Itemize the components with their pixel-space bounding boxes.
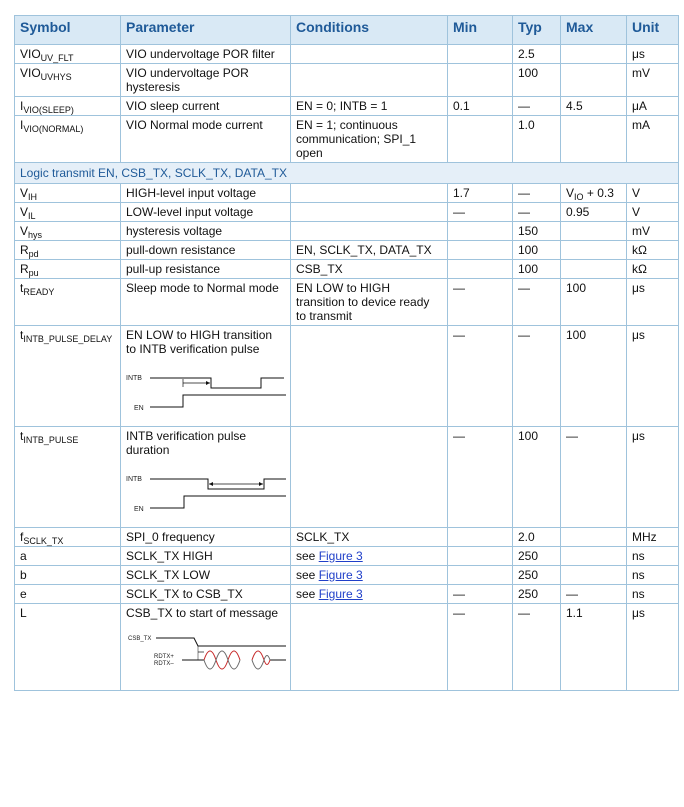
unit-cell: mV <box>627 222 679 241</box>
electrical-characteristics-table <box>14 15 679 691</box>
conditions-cell: SCLK_TX <box>291 528 448 547</box>
table-row <box>15 326 679 427</box>
unit-cell: μs <box>627 45 679 64</box>
conditions-cell <box>291 222 448 241</box>
conditions-cell: see Figure 3 <box>291 585 448 604</box>
parameter-cell: Sleep mode to Normal mode <box>121 279 291 326</box>
csb-to-message-timing-diagram <box>126 632 286 678</box>
min-cell: — <box>448 279 513 326</box>
unit-cell: μs <box>627 604 679 691</box>
header-conditions: Conditions <box>291 16 448 45</box>
parameter-cell: SPI_0 frequency <box>121 528 291 547</box>
section-title: Logic transmit EN, CSB_TX, SCLK_TX, DATA_TX <box>15 163 679 184</box>
unit-cell: kΩ <box>627 241 679 260</box>
table-row <box>15 585 679 604</box>
conditions-cell: EN LOW to HIGH transition to device ready to transmit <box>291 279 448 326</box>
symbol-cell: $t_{INTB\_PULSE\_DELAY}$ <box>15 326 121 427</box>
intb-label: INTB <box>126 476 142 483</box>
max-cell <box>561 116 627 163</box>
symbol-cell: $t_{INTB\_PULSE}$ <box>15 427 121 528</box>
typ-cell: — <box>513 184 561 203</box>
conditions-cell <box>291 427 448 528</box>
symbol-cell: L <box>15 604 121 691</box>
parameter-cell: SCLK_TX to CSB_TX <box>121 585 291 604</box>
rdtx-minus-label: RDTX– <box>154 661 174 667</box>
rdtx-plus-label: RDTX+ <box>154 654 174 660</box>
conditions-cell: EN = 0; INTB = 1 <box>291 97 448 116</box>
min-cell <box>448 528 513 547</box>
min-cell <box>448 547 513 566</box>
table-row <box>15 241 679 260</box>
max-cell: 0.95 <box>561 203 627 222</box>
symbol-cell: $R_{pd}$ <box>15 241 121 260</box>
table-row <box>15 260 679 279</box>
table-row <box>15 427 679 528</box>
max-cell <box>561 64 627 97</box>
max-cell: 100 <box>561 279 627 326</box>
parameter-cell: VIO undervoltage POR filter <box>121 45 291 64</box>
table-row <box>15 116 679 163</box>
conditions-cell <box>291 604 448 691</box>
unit-cell: kΩ <box>627 260 679 279</box>
table-row <box>15 528 679 547</box>
symbol-cell: $V_{IL}$ <box>15 203 121 222</box>
symbol-cell: $t_{READY}$ <box>15 279 121 326</box>
max-cell <box>561 45 627 64</box>
typ-cell: — <box>513 279 561 326</box>
typ-cell: 250 <box>513 585 561 604</box>
min-cell <box>448 260 513 279</box>
header-typ: Typ <box>513 16 561 45</box>
conditions-cell <box>291 45 448 64</box>
header-parameter: Parameter <box>121 16 291 45</box>
header-symbol: Symbol <box>15 16 121 45</box>
symbol-cell: $V_{IH}$ <box>15 184 121 203</box>
header-max: Max <box>561 16 627 45</box>
min-cell <box>448 116 513 163</box>
typ-cell: — <box>513 326 561 427</box>
parameter-cell: LOW-level input voltage <box>121 203 291 222</box>
symbol-cell: b <box>15 566 121 585</box>
table-row <box>15 64 679 97</box>
unit-cell: V <box>627 184 679 203</box>
table-row <box>15 547 679 566</box>
conditions-cell: see Figure 3 <box>291 547 448 566</box>
max-cell <box>561 222 627 241</box>
typ-cell: 2.5 <box>513 45 561 64</box>
max-cell: — <box>561 585 627 604</box>
parameter-cell: pull-up resistance <box>121 260 291 279</box>
conditions-cell: CSB_TX <box>291 260 448 279</box>
en-label: EN <box>134 506 144 513</box>
table-row <box>15 222 679 241</box>
typ-cell: — <box>513 97 561 116</box>
max-cell <box>561 241 627 260</box>
typ-cell: 2.0 <box>513 528 561 547</box>
table-row <box>15 45 679 64</box>
table-row <box>15 604 679 691</box>
unit-cell: ns <box>627 547 679 566</box>
intb-label: INTB <box>126 375 142 382</box>
conditions-cell: EN = 1; continuous communication; SPI_1 open <box>291 116 448 163</box>
symbol-cell: a <box>15 547 121 566</box>
unit-cell: μA <box>627 97 679 116</box>
en-waveform <box>150 395 286 407</box>
min-cell: — <box>448 427 513 528</box>
table-row <box>15 203 679 222</box>
conditions-cell: EN, SCLK_TX, DATA_TX <box>291 241 448 260</box>
min-cell: — <box>448 585 513 604</box>
parameter-text: INTB verification pulse duration <box>126 429 247 457</box>
header-row <box>15 16 679 45</box>
en-waveform <box>150 496 286 508</box>
header-unit: Unit <box>627 16 679 45</box>
max-cell: — <box>561 427 627 528</box>
typ-cell: 100 <box>513 260 561 279</box>
symbol-cell: $I_{VIO(NORMAL)}$ <box>15 116 121 163</box>
symbol-cell: $R_{pu}$ <box>15 260 121 279</box>
min-cell: — <box>448 326 513 427</box>
conditions-cell <box>291 203 448 222</box>
typ-cell: 250 <box>513 547 561 566</box>
conditions-cell <box>291 64 448 97</box>
csb-tx-label: CSB_TX <box>128 636 152 642</box>
figure-3-link[interactable]: Figure 3 <box>318 568 363 582</box>
symbol-cell: $I_{VIO(SLEEP)}$ <box>15 97 121 116</box>
symbol-cell: $VIO_{UVHYS}$ <box>15 64 121 97</box>
typ-cell: 250 <box>513 566 561 585</box>
conditions-cell <box>291 184 448 203</box>
csb-tx-waveform <box>156 638 286 646</box>
typ-cell: 100 <box>513 64 561 97</box>
figure-3-link[interactable]: Figure 3 <box>318 549 363 563</box>
symbol-cell: $V_{hys}$ <box>15 222 121 241</box>
min-cell: — <box>448 604 513 691</box>
max-cell <box>561 260 627 279</box>
parameter-cell: hysteresis voltage <box>121 222 291 241</box>
min-cell: 0.1 <box>448 97 513 116</box>
unit-cell: μs <box>627 427 679 528</box>
unit-cell: V <box>627 203 679 222</box>
parameter-cell: pull-down resistance <box>121 241 291 260</box>
min-cell <box>448 222 513 241</box>
table-row <box>15 566 679 585</box>
parameter-text: EN LOW to HIGH transition to INTB verification pulse <box>126 328 273 356</box>
max-cell: 1.1 <box>561 604 627 691</box>
max-cell <box>561 528 627 547</box>
min-cell <box>448 566 513 585</box>
symbol-cell: $VIO_{UV\_FLT}$ <box>15 45 121 64</box>
max-cell: 100 <box>561 326 627 427</box>
typ-cell: 1.0 <box>513 116 561 163</box>
max-cell: 4.5 <box>561 97 627 116</box>
section-row <box>15 163 679 184</box>
unit-cell: MHz <box>627 528 679 547</box>
intb-delay-timing-diagram <box>126 368 286 414</box>
header-min: Min <box>448 16 513 45</box>
min-cell <box>448 241 513 260</box>
symbol-cell: $f_{SCLK\_TX}$ <box>15 528 121 547</box>
conditions-cell: see Figure 3 <box>291 566 448 585</box>
unit-cell: mV <box>627 64 679 97</box>
parameter-cell: VIO Normal mode current <box>121 116 291 163</box>
min-cell <box>448 45 513 64</box>
table-row <box>15 279 679 326</box>
en-label: EN <box>134 405 144 412</box>
unit-cell: ns <box>627 566 679 585</box>
unit-cell: mA <box>627 116 679 163</box>
table-row <box>15 97 679 116</box>
min-cell: 1.7 <box>448 184 513 203</box>
symbol-cell: e <box>15 585 121 604</box>
parameter-cell: VIO undervoltage POR hysteresis <box>121 64 291 97</box>
parameter-cell: HIGH-level input voltage <box>121 184 291 203</box>
table-row <box>15 184 679 203</box>
parameter-text: CSB_TX to start of message <box>126 606 279 620</box>
typ-cell: — <box>513 203 561 222</box>
min-cell: — <box>448 203 513 222</box>
max-cell: $V_{IO} + 0.3$ <box>561 184 627 203</box>
intb-pulse-timing-diagram <box>126 469 286 515</box>
figure-3-link[interactable]: Figure 3 <box>318 587 363 601</box>
max-cell <box>561 547 627 566</box>
typ-cell: 100 <box>513 427 561 528</box>
parameter-cell: SCLK_TX HIGH <box>121 547 291 566</box>
unit-cell: μs <box>627 279 679 326</box>
max-cell <box>561 566 627 585</box>
min-cell <box>448 64 513 97</box>
parameter-cell <box>121 427 291 528</box>
unit-cell: μs <box>627 326 679 427</box>
typ-cell: 100 <box>513 241 561 260</box>
typ-cell: 150 <box>513 222 561 241</box>
intb-waveform <box>150 378 284 388</box>
unit-cell: ns <box>627 585 679 604</box>
typ-cell: — <box>513 604 561 691</box>
parameter-cell: SCLK_TX LOW <box>121 566 291 585</box>
parameter-cell <box>121 604 291 691</box>
conditions-cell <box>291 326 448 427</box>
parameter-cell: VIO sleep current <box>121 97 291 116</box>
parameter-cell <box>121 326 291 427</box>
